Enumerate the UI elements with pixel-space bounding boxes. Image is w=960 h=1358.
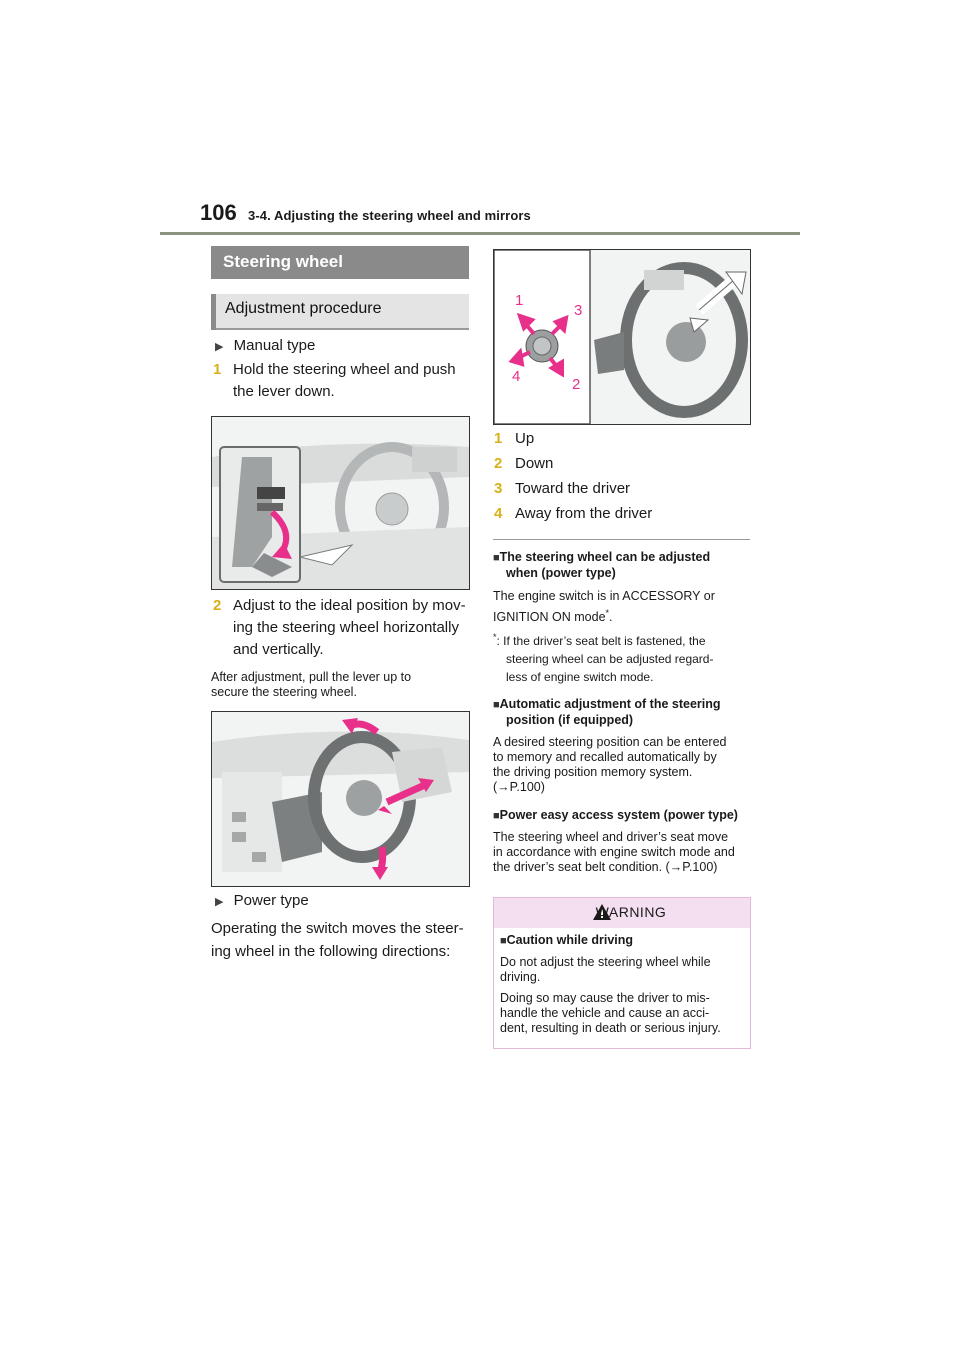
note-power-type-body: The engine switch is in ACCESSORY or IGNITION ON mode*. [493, 588, 753, 626]
direction-item [494, 453, 554, 475]
note-easy-access-body [493, 830, 755, 875]
note-line: IGNITION ON mode [493, 610, 606, 625]
operating-line: Operating the switch moves the steer- [211, 920, 464, 937]
note-line: in accordance with engine switch mode and [493, 845, 735, 859]
section-title-bar [211, 246, 469, 279]
power-switch-figure [493, 249, 751, 425]
subsection-title: Adjustment procedure [225, 300, 382, 317]
step-1-text-line: the lever down. [233, 383, 335, 400]
warning-label: WARNING [595, 904, 667, 920]
operating-line: ing wheel in the following directions: [211, 943, 451, 960]
warning-line: Do not adjust the steering wheel while [500, 955, 711, 969]
note-power-type-when [493, 550, 753, 581]
warning-line: driving. [500, 970, 541, 984]
note-line: The engine switch is in ACCESSORY or [493, 589, 715, 603]
figure-label-2: 2 [572, 376, 581, 393]
direction-item [494, 503, 653, 525]
direction-label: Up [515, 430, 535, 447]
direction-item [494, 428, 535, 450]
note-title: The steering wheel can be adjusted [499, 550, 711, 564]
note-title: position (if equipped) [506, 713, 634, 727]
step-1-number: 1 [213, 361, 222, 378]
section-divider [493, 539, 750, 540]
note-line: A desired steering position can be entered [493, 735, 727, 749]
note-title: Automatic adjustment of the steering [499, 697, 721, 711]
manual-type-line [215, 335, 315, 358]
direction-label: Down [515, 455, 554, 472]
step-2-text-line: and vertically. [233, 641, 324, 658]
step-2-text-line: ing the steering wheel horizontally [233, 619, 459, 636]
section-title: Steering wheel [223, 252, 343, 271]
operating-text [211, 917, 473, 963]
step-2-number: 2 [213, 597, 222, 614]
note-line: the driver’s seat belt condition. (→P.100) [493, 860, 718, 874]
footnote-star: * [605, 608, 610, 618]
step-2 [213, 595, 221, 617]
note-line: The steering wheel and driver’s seat move [493, 830, 729, 844]
triangle-marker-icon: ▶ [215, 896, 224, 908]
warning-title-text: Caution while driving [506, 933, 634, 947]
warning-header [494, 898, 750, 928]
square-bullet-icon: ■ [493, 810, 500, 822]
note-title: when (power type) [506, 566, 616, 580]
warning-line: dent, resulting in death or serious injury. [500, 1021, 721, 1035]
power-type-line [215, 890, 309, 913]
after-adjustment-note [211, 670, 469, 700]
note-title: Power easy access system (power type) [499, 808, 738, 822]
footnote-line: less of engine switch mode. [506, 670, 654, 684]
note-easy-access [493, 808, 755, 824]
step-1 [213, 359, 221, 381]
note-auto-adjustment [493, 697, 753, 728]
step-2-text [233, 595, 473, 661]
subsection-stripe [211, 294, 216, 330]
step-2-text-line: Adjust to the ideal position by mov- [233, 597, 466, 614]
square-bullet-icon: ■ [493, 699, 500, 711]
header-rule [160, 232, 800, 235]
step-1-text-line: Hold the steering wheel and push [233, 361, 456, 378]
warning-body-1 [500, 955, 746, 985]
figure-label-1: 1 [515, 292, 524, 309]
note-auto-adjustment-body [493, 735, 753, 795]
page-reference: (→P.100) [493, 780, 545, 794]
footnote-line: steering wheel can be adjusted regard- [506, 652, 714, 666]
manual-type-label: Manual type [233, 337, 316, 354]
manual-lever-figure [211, 416, 470, 590]
note-line: the driving position memory system. [493, 765, 693, 779]
warning-line: Doing so may cause the driver to mis- [500, 991, 710, 1005]
warning-box [493, 897, 751, 1049]
triangle-marker-icon: ▶ [215, 341, 224, 353]
subsection-title-bar [211, 294, 469, 330]
step-1-text [233, 359, 473, 403]
power-type-label: Power type [233, 892, 309, 909]
direction-item [494, 478, 631, 500]
direction-number: 3 [494, 480, 503, 497]
warning-title [500, 933, 633, 949]
footnote [493, 628, 753, 686]
page-number: 106 [200, 200, 237, 225]
warning-body-2 [500, 991, 746, 1036]
direction-number: 1 [494, 430, 503, 447]
note-line: After adjustment, pull the lever up to [211, 670, 412, 684]
footnote-mark: * [493, 632, 497, 642]
square-bullet-icon: ■ [493, 552, 500, 564]
direction-number: 4 [494, 505, 503, 522]
note-line: secure the steering wheel. [211, 685, 357, 699]
warning-line: handle the vehicle and cause an acci- [500, 1006, 710, 1020]
chapter-title: 3-4. Adjusting the steering wheel and mirrors [248, 208, 531, 223]
steering-movement-figure [211, 711, 470, 887]
figure-label-3: 3 [574, 302, 583, 319]
note-line: to memory and recalled automatically by [493, 750, 717, 764]
square-bullet-icon: ■ [500, 935, 507, 947]
direction-number: 2 [494, 455, 503, 472]
footnote-line: : If the driver’s seat belt is fastened, the [496, 634, 706, 648]
direction-label: Away from the driver [515, 505, 653, 522]
direction-label: Toward the driver [515, 480, 631, 497]
figure-label-4: 4 [512, 368, 521, 385]
